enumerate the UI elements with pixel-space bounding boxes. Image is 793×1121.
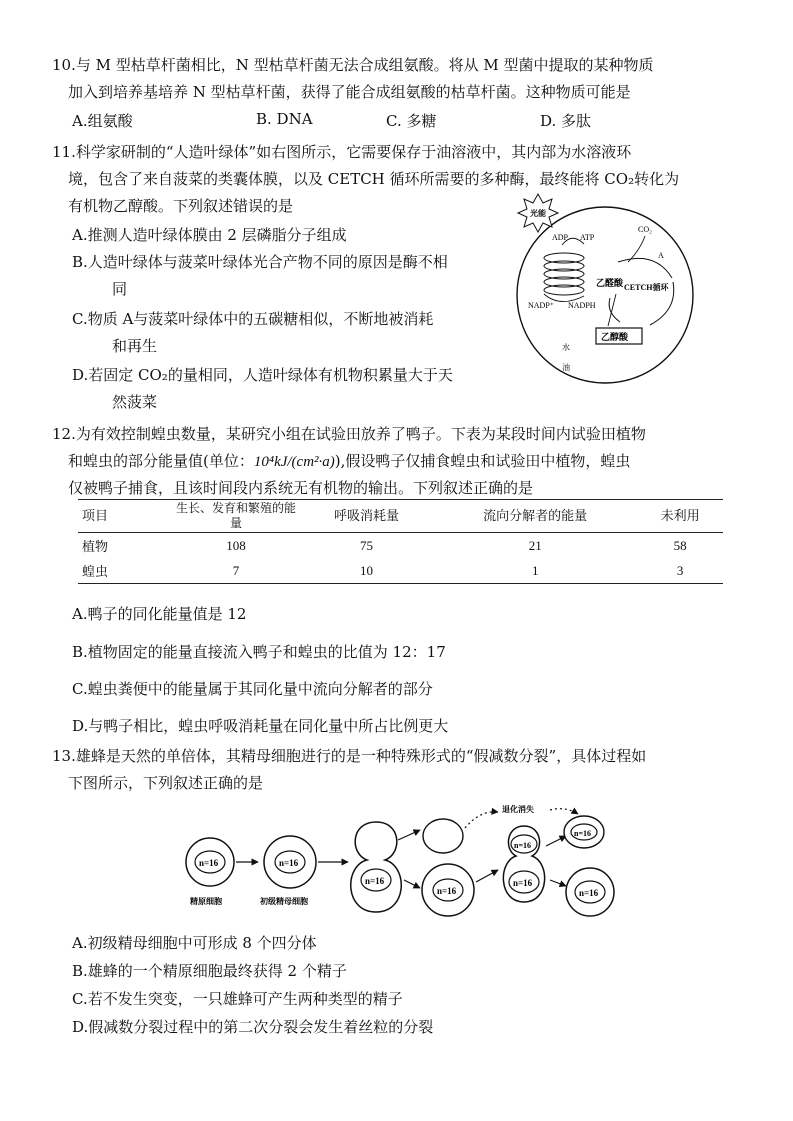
q13-stem-line2: 下图所示，下列叙述正确的是 xyxy=(68,774,264,792)
artificial-chloroplast-diagram xyxy=(510,190,700,390)
primary-spermatocyte-label: 初级精母细胞 xyxy=(260,897,308,906)
spermatogonium-label: 精原细胞 xyxy=(190,897,222,906)
table-header: 未利用 xyxy=(637,500,723,533)
q12-option-a: A.鸭子的同化能量值是 12 xyxy=(72,605,247,623)
q13-option-a: A.初级精母细胞中可形成 8 个四分体 xyxy=(72,934,317,952)
table-header-row xyxy=(78,500,723,533)
cetch-cycle-label: CETCH循环 xyxy=(624,283,669,292)
table-cell: 7 xyxy=(172,558,300,584)
degenerate-small-cell xyxy=(423,819,463,853)
table-cell: 10 xyxy=(300,558,433,584)
division-arrow xyxy=(546,836,566,846)
degenerate-dotted-arrow xyxy=(550,809,578,814)
division-arrow xyxy=(404,880,420,888)
first-division-cell xyxy=(351,822,402,912)
atp-label: ATP xyxy=(580,233,595,242)
q11-option-b-line1: B.人造叶绿体与菠菜叶绿体光合产物不同的原因是酶不相 xyxy=(72,253,448,271)
chromosome-count: n=16 xyxy=(437,886,457,896)
q12-stem-line2-start: 和蝗虫的部分能量值(单位： xyxy=(68,452,254,470)
pseudo-meiosis-diagram xyxy=(180,800,620,928)
q12-stem-line2 xyxy=(68,451,630,472)
thylakoid-stack xyxy=(544,253,584,295)
water-label: 水 xyxy=(562,343,570,352)
q13-option-d: D.假减数分裂过程中的第二次分裂会发生着丝粒的分裂 xyxy=(72,1018,434,1036)
q12-option-c: C.蝗虫粪便中的能量属于其同化量中流向分解者的部分 xyxy=(72,680,433,698)
table-cell: 3 xyxy=(637,558,723,584)
table-cell: 蝗虫 xyxy=(78,558,172,584)
chromosome-count: n=16 xyxy=(279,858,299,868)
table-header: 生长、发育和繁殖的能量 xyxy=(172,500,300,533)
q10-stem-line1: 10.与 M 型枯草杆菌相比，N 型枯草杆菌无法合成组氨酸。将从 M 型菌中提取的某种物质 xyxy=(52,56,654,74)
table-cell: 75 xyxy=(360,537,374,553)
glycolate-label: 乙醇酸 xyxy=(601,332,629,342)
table-header: 项目 xyxy=(78,500,172,533)
q12-stem-line3: 仅被鸭子捕食，且该时间段内系统无有机物的输出。下列叙述正确的是 xyxy=(68,479,534,497)
q13-option-b: B.雄蜂的一个精原细胞最终获得 2 个精子 xyxy=(72,962,347,980)
degenerate-label: 退化消失 xyxy=(502,805,534,814)
table-header: 流向分解者的能量 xyxy=(433,500,637,533)
cycle-arrow-top xyxy=(618,258,672,278)
substance-a-label: A xyxy=(658,251,664,260)
table-row xyxy=(78,558,723,584)
q12-option-b: B.植物固定的能量直接流入鸭子和蝗虫的比值为 12：17 xyxy=(72,643,446,661)
chromosome-count: n=16 xyxy=(199,858,219,868)
table-cell: 58 xyxy=(673,537,687,553)
q11-option-a: A.推测人造叶绿体膜由 2 层磷脂分子组成 xyxy=(72,226,347,244)
q10-option-d: D. 多肽 xyxy=(540,112,592,130)
q11-option-b-line2: 同 xyxy=(112,280,128,298)
table-cell: 1 xyxy=(433,558,637,584)
chromosome-count: n=16 xyxy=(365,876,385,886)
chromosome-count: n=16 xyxy=(514,841,532,850)
q10-option-a: A.组氨酸 xyxy=(72,112,133,130)
glyoxylate-label: 乙醛酸 xyxy=(596,278,624,288)
q11-option-d-line2: 然菠菜 xyxy=(112,393,158,411)
table-cell: 植物 xyxy=(82,540,109,555)
q13-option-c: C.若不发生突变，一只雄蜂可产生两种类型的精子 xyxy=(72,990,403,1008)
chromosome-count: n=16 xyxy=(579,888,599,898)
table-cell: 21 xyxy=(528,537,542,553)
table-header: 呼吸消耗量 xyxy=(300,500,433,533)
adp-label: ADP xyxy=(552,233,569,242)
q10-stem-line2: 加入到培养基培养 N 型枯草杆菌，获得了能合成组氨酸的枯草杆菌。这种物质可能是 xyxy=(68,83,631,101)
q12-stem-line1: 12.为有效控制蝗虫数量，某研究小组在试验田放养了鸭子。下表为某段时间内试验田植物 xyxy=(52,425,646,443)
energy-unit: 10⁴kJ/(cm²·a) xyxy=(253,454,335,470)
q11-stem-line2: 境，包含了来自菠菜的类囊体膜，以及 CETCH 循环所需要的多种酶，最终能将 CO₂转化为 xyxy=(68,170,680,188)
division-arrow xyxy=(476,870,498,882)
light-label: 光能 xyxy=(530,209,546,218)
energy-table xyxy=(78,499,723,584)
table-row xyxy=(78,533,723,559)
division-arrow xyxy=(550,880,566,886)
chromosome-count: n=16 xyxy=(574,829,592,838)
q12-stem-line2-end: ),假设鸭子仅捕食蝗虫和试验田中植物，蝗虫 xyxy=(334,452,631,470)
oil-label: 油 xyxy=(562,363,570,372)
q13-stem-line1: 13.雄蜂是天然的单倍体，其精母细胞进行的是一种特殊形式的“假减数分裂”，具体过程如 xyxy=(52,747,647,765)
nadp-label: NADP⁺ xyxy=(528,301,555,310)
glycolate-arrow xyxy=(608,294,616,326)
nadph-label: NADPH xyxy=(568,301,596,310)
q11-option-c-line1: C.物质 A与菠菜叶绿体中的五碳糖相似，不断地被消耗 xyxy=(72,310,434,328)
table-cell: 108 xyxy=(226,537,246,553)
co2-label: CO₂ xyxy=(638,225,652,234)
q11-option-c-line2: 和再生 xyxy=(112,337,158,355)
chloroplast-membrane xyxy=(517,207,693,383)
q11-stem-line1: 11.科学家研制的“人造叶绿体”如右图所示，它需要保存于油溶液中，其内部为水溶液环 xyxy=(52,143,632,161)
q10-option-b: B. DNA xyxy=(256,110,313,128)
q10-option-c: C. 多糖 xyxy=(386,112,437,130)
q12-option-d: D.与鸭子相比，蝗虫呼吸消耗量在同化量中所占比例更大 xyxy=(72,717,449,735)
q11-stem-line3: 有机物乙醇酸。下列叙述错误的是 xyxy=(68,197,294,215)
chromosome-count: n=16 xyxy=(513,878,533,888)
degenerate-dotted-arrow xyxy=(465,812,498,828)
division-arrow xyxy=(398,830,420,840)
q11-option-d-line1: D.若固定 CO₂的量相同，人造叶绿体有机物积累量大于天 xyxy=(72,366,453,384)
